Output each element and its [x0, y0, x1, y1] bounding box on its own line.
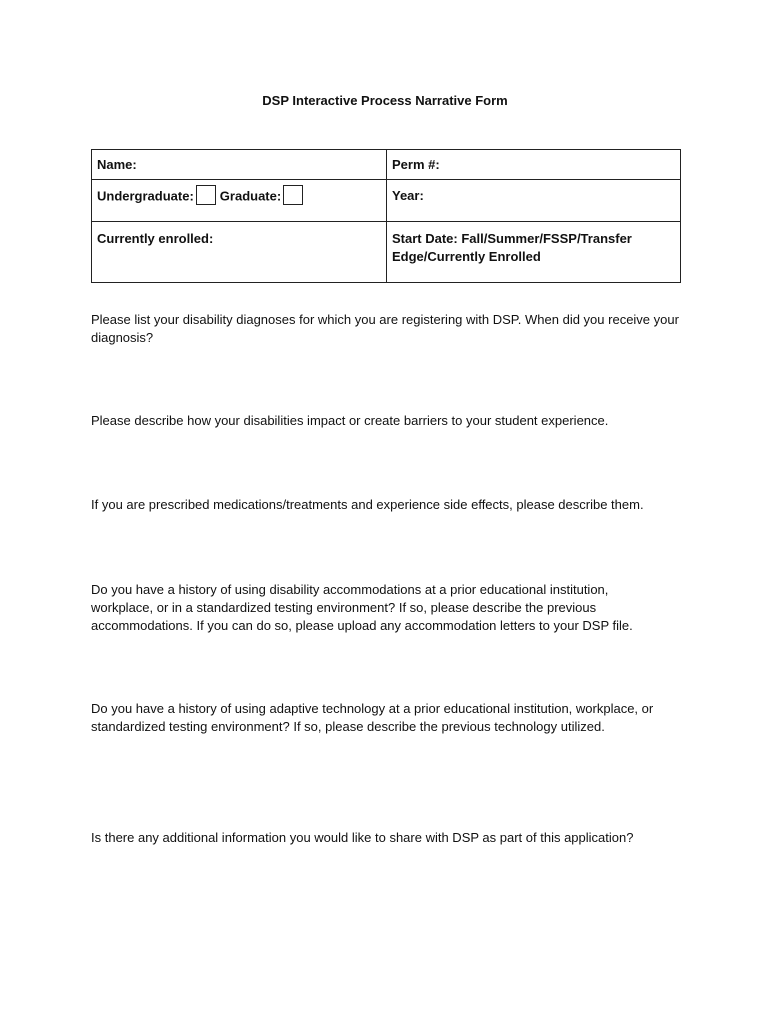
level-row [97, 187, 307, 207]
enrolled-label: Currently enrolled: [97, 231, 214, 246]
graduate-checkbox[interactable] [283, 185, 303, 205]
question-medications: If you are prescribed medications/treatments and experience side effects, please describe them. [91, 497, 644, 512]
student-info-table [91, 149, 681, 283]
question-additional-info: Is there any additional information you would like to share with DSP as part of this application? [91, 830, 634, 845]
question-diagnoses: Please list your disability diagnoses for which you are registering with DSP. When did you receive your diagnosis? [91, 312, 679, 345]
table-column-divider [386, 150, 387, 282]
question-accommodations: Do you have a history of using disability accommodations at a prior educational institution, workplace, or in a standardized testing environment? If so, please describe the previous accommodations. If you can do so, please upload any accommodation letters to your DSP file. [91, 582, 633, 633]
question-barriers: Please describe how your disabilities impact or create barriers to your student experience. [91, 413, 609, 428]
table-row-divider [92, 221, 680, 222]
table-row-divider [92, 179, 680, 180]
perm-label: Perm #: [392, 157, 440, 172]
name-label: Name: [97, 157, 137, 172]
graduate-label: Graduate: [219, 188, 282, 204]
question-adaptive-technology: Do you have a history of using adaptive technology at a prior educational institution, workplace, or standardized testing environment? If so, please describe the previous technology utilized. [91, 701, 654, 734]
form-title: DSP Interactive Process Narrative Form [262, 93, 508, 108]
undergraduate-label: Undergraduate: [97, 188, 194, 204]
year-label: Year: [392, 188, 424, 203]
start-date-label: Start Date: Fall/Summer/FSSP/Transfer Edge/Currently Enrolled [392, 231, 632, 264]
undergraduate-checkbox[interactable] [196, 185, 216, 205]
